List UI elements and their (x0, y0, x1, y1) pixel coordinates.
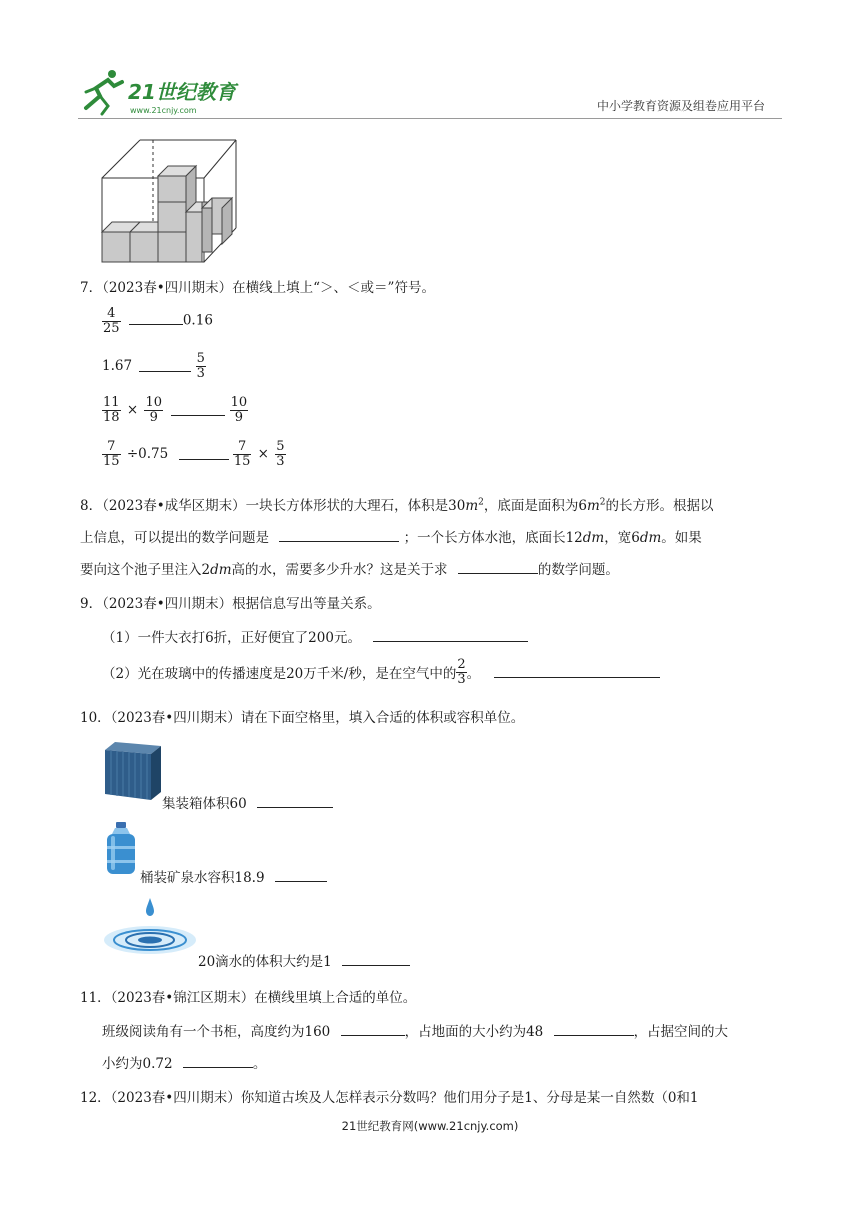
answer-blank[interactable] (179, 448, 229, 460)
answer-blank[interactable] (183, 1056, 253, 1068)
q7-row-3: $\frac{11}{18}$ × $\frac{10}{9}$ $\frac{10}{9}$ (103, 395, 248, 425)
fraction: $\frac{5}{3}$ (276, 439, 285, 469)
question-8-line-1: 8．（2023春•成华区期末）一块长方体形状的大理石，体积是$30m^2$，底面是面积为$6m^2$的长方形。根据以 (80, 497, 714, 514)
q11-line-1: 班级阅读角有一个书柜，高度约为160 ，占地面的大小约为48 ，占据空间的大 (102, 1024, 729, 1040)
answer-blank[interactable] (458, 562, 538, 574)
question-8-line-2: 上信息，可以提出的数学问题是 ；一个长方体水池，底面长12dm，宽6dm。如果 (80, 530, 702, 546)
answer-blank[interactable] (373, 630, 528, 642)
header-divider (78, 118, 782, 119)
platform-text: 中小学教育资源及组卷应用平台 (597, 99, 766, 113)
answer-blank[interactable] (342, 954, 410, 966)
cubes-in-box-figure (100, 138, 240, 264)
answer-blank[interactable] (341, 1024, 405, 1036)
runner-icon (86, 70, 122, 114)
fraction: $\frac{2}{3}$ (457, 657, 466, 687)
fraction: $\frac{10}{9}$ (145, 395, 162, 425)
fraction: $\frac{11}{18}$ (103, 395, 120, 425)
q9-part-2: （2）光在玻璃中的传播速度是20万千米/秒，是在空气中的 $\frac{2}{3}$ 。 (102, 658, 660, 686)
question-9-prompt: 9．（2023春•四川期末）根据信息写出等量关系。 (80, 596, 381, 612)
answer-blank[interactable] (257, 796, 333, 808)
fraction: $\frac{7}{15}$ (233, 439, 251, 469)
q7-row-1: $\frac{4}{25}$ 0.16 (103, 306, 213, 336)
fraction: $\frac{7}{15}$ (103, 439, 120, 469)
logo-url: www.21cnjy.com (130, 106, 197, 115)
question-8-line-3: 要向这个池子里注入2dm高的水，需要多少升水？这是关于求 的数学问题。 (80, 562, 619, 578)
answer-blank[interactable] (129, 313, 183, 325)
question-7-prompt: 7．（2023春•四川期末）在横线上填上“＞、＜或＝”符号。 (80, 280, 435, 296)
answer-blank[interactable] (275, 870, 327, 882)
shipping-container-icon (103, 740, 161, 802)
answer-blank[interactable] (171, 404, 225, 416)
answer-blank[interactable] (494, 666, 660, 678)
page-footer: 21世纪教育网(www.21cnjy.com) (341, 1119, 519, 1133)
q7-row-4: $\frac{7}{15}$ ÷0.75 $\frac{7}{15}$ × $\frac{5}{3}$ (103, 439, 285, 469)
question-10-prompt: 10．（2023春•四川期末）请在下面空格里，填入合适的体积或容积单位。 (80, 710, 525, 726)
question-11-prompt: 11．（2023春•锦江区期末）在横线里填上合适的单位。 (80, 990, 417, 1006)
q11-line-2: 小约为0.72 。 (102, 1056, 267, 1072)
answer-blank[interactable] (139, 360, 191, 372)
q9-part-1: （1）一件大衣打6折，正好便宜了200元。 (102, 626, 528, 646)
fraction: $\frac{5}{3}$ (196, 351, 205, 381)
q7-row-2: 1.67 $\frac{5}{3}$ (102, 351, 205, 381)
q10-item-2: 桶装矿泉水容积18.9 (140, 866, 327, 886)
water-jug-icon (104, 822, 138, 876)
q10-item-1: 集装箱体积60 (162, 792, 333, 812)
logo-text: 21世纪教育 (128, 80, 236, 104)
answer-blank[interactable] (279, 530, 399, 542)
question-12-text: 12．（2023春•四川期末）你知道古埃及人怎样表示分数吗？他们用分子是1、分母是某一自然数（0和1 (80, 1090, 699, 1106)
answer-blank[interactable] (554, 1024, 634, 1036)
fraction: $\frac{4}{25}$ (103, 306, 120, 336)
fraction: $\frac{10}{9}$ (230, 395, 248, 425)
site-logo (78, 66, 248, 118)
q10-item-3: 20滴水的体积大约是1 (198, 950, 410, 970)
water-drop-ripple-icon (102, 896, 198, 958)
